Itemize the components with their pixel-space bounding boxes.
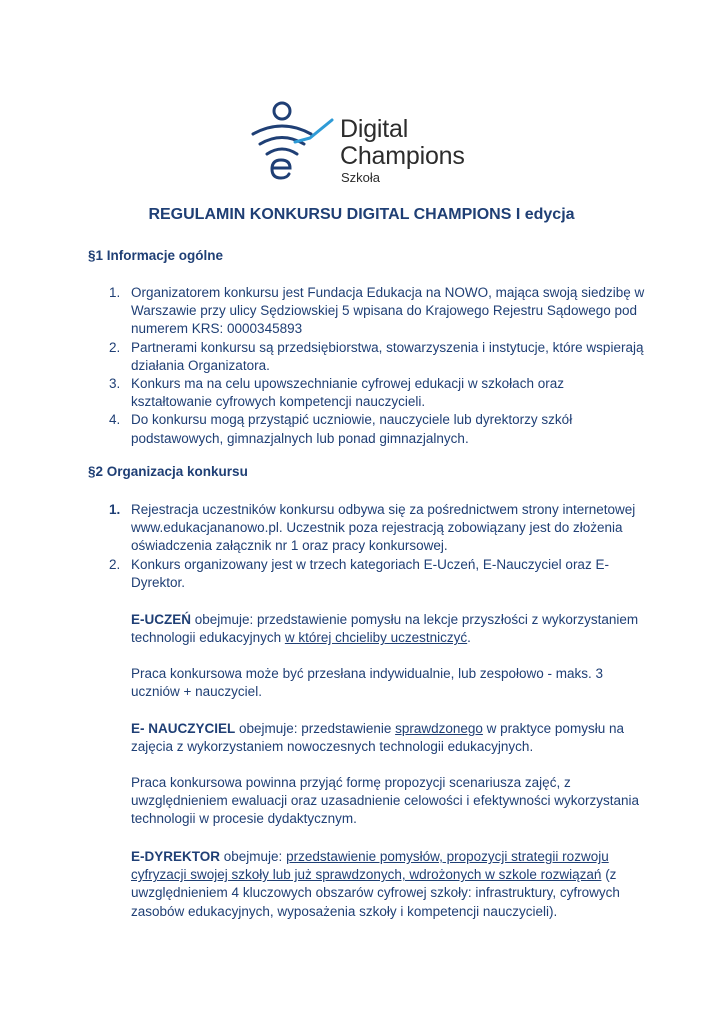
category-label: E- NAUCZYCIEL xyxy=(131,721,236,736)
section-2-list xyxy=(88,501,648,592)
list-item: 1. Rejestracja uczestników konkursu odbywa się za pośrednictwem strony internetowej www.edukacjananowo.pl. Uczestnik poza rejestracją zobowiązany jest do złożenia oświadczenia załącznik nr 1 oraz pracy konkursowej. xyxy=(109,502,636,554)
logo-mark-icon xyxy=(248,98,340,188)
list-item: 2. Partnerami konkursu są przedsiębiorstwa, stowarzyszenia i instytucje, które wspierają działania Organizatora. xyxy=(109,339,644,373)
underlined-text: sprawdzonego xyxy=(395,721,483,736)
section-2-heading: §2 Organizacja konkursu xyxy=(88,464,248,479)
e-uczen-note: Praca konkursowa może być przesłana indywidualnie, lub zespołowo - maks. 3 uczniów + nauczyciel. xyxy=(131,666,603,700)
category-label: E-DYREKTOR xyxy=(131,849,221,864)
list-item: 2. Konkurs organizowany jest w trzech kategoriach E-Uczeń, E-Nauczyciel oraz E-Dyrektor. xyxy=(109,556,609,590)
document-title: REGULAMIN KONKURSU DIGITAL CHAMPIONS I edycja xyxy=(148,206,575,223)
category-label: E-UCZEŃ xyxy=(131,612,191,627)
logo-line-1: Digital xyxy=(340,115,409,143)
category-e-nauczyciel: E- NAUCZYCIEL obejmuje: przedstawienie sprawdzonego w praktyce pomysłu na zajęcia z wykorzystaniem nowoczesnych technologii edukacyjnych. xyxy=(131,721,624,755)
e-nauczyciel-note: Praca konkursowa powinna przyjąć formę propozycji scenariusza zajęć, z uwzględnieniem ewaluacji oraz uzasadnienie celowości i efektywności wykorzystania technologii w procesie dydaktycznym. xyxy=(131,775,639,827)
category-e-dyrektor: E-DYREKTOR obejmuje: przedstawienie pomysłów, propozycji strategii rozwoju cyfryzacji swojej szkoły lub już sprawdzonych, wdrożonych w szkole rozwiązań (z uwzględnieniem 4 kluczowych obszarów cyfrowej szkoły: infrastruktury, cyfrowych zasobów edukacyjnych, wyposażenia szkoły i kompetencji nauczycieli). xyxy=(131,849,620,919)
underlined-text: przedstawienie pomysłów, propozycji strategii rozwoju cyfryzacji swojej szkoły lub już sprawdzonych, wdrożonych w szkole rozwiązań xyxy=(131,849,609,883)
category-e-uczen: E-UCZEŃ obejmuje: przedstawienie pomysłu na lekcje przyszłości z wykorzystaniem technologii edukacyjnych w której chcieliby uczestniczyć. xyxy=(131,612,639,646)
section-1-heading: §1 Informacje ogólne xyxy=(88,248,224,263)
list-item: 1. Organizatorem konkursu jest Fundacja Edukacja na NOWO, mająca swoją siedzibę w Warszawie przy ulicy Sędziowskiej 5 wpisana do Krajowego Rejestru Sądowego pod numerem KRS: 0000345893 xyxy=(109,285,645,337)
underlined-text: w której chcieliby uczestniczyć xyxy=(284,630,468,646)
list-item: 3. Konkurs ma na celu upowszechnianie cyfrowej edukacji w szkołach oraz kształtowanie cyfrowych kompetencji nauczycieli. xyxy=(109,376,564,410)
list-item: 4. Do konkursu mogą przystąpić uczniowie, nauczyciele lub dyrektorzy szkół podstawowych, gimnazjalnych lub ponad gimnazjalnych. xyxy=(109,412,573,446)
digital-champions-logo xyxy=(248,98,478,188)
logo-subtitle: Szkoła xyxy=(341,170,381,185)
section-1-list xyxy=(88,284,648,448)
logo-line-2: Champions xyxy=(340,142,465,170)
logo-wordmark xyxy=(340,116,465,186)
